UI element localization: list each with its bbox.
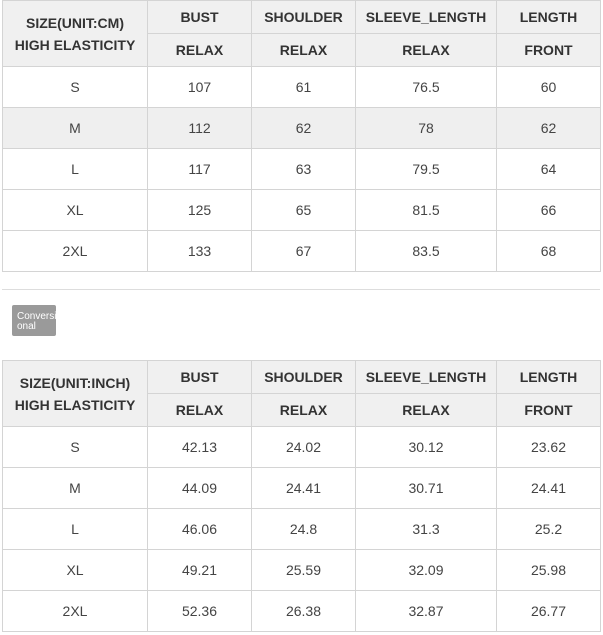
shoulder-cell: 25.59: [252, 550, 356, 591]
shoulder-cell: 67: [252, 231, 356, 272]
sleeve-length-cell: 30.12: [356, 427, 497, 468]
column-header: SHOULDER: [252, 1, 356, 34]
bust-cell: 125: [148, 190, 252, 231]
shoulder-cell: 61: [252, 67, 356, 108]
table-row: [3, 67, 601, 108]
bust-cell: 112: [148, 108, 252, 149]
unit-label: SIZE(UNIT:INCH): [19, 374, 131, 391]
size-cell: L: [3, 509, 148, 550]
table-row: [3, 190, 601, 231]
shoulder-cell: 62: [252, 108, 356, 149]
size-cell: S: [3, 427, 148, 468]
length-cell: 24.41: [497, 468, 601, 509]
column-subheader: RELAX: [356, 34, 497, 67]
bust-cell: 133: [148, 231, 252, 272]
shoulder-cell: 24.02: [252, 427, 356, 468]
column-subheader: RELAX: [252, 34, 356, 67]
conversion-button-label: Conversional: [17, 311, 56, 332]
shoulder-cell: 63: [252, 149, 356, 190]
elasticity-label: HIGH ELASTICITY: [14, 396, 136, 413]
table-row: [3, 149, 601, 190]
sleeve-length-cell: 79.5: [356, 149, 497, 190]
length-cell: 26.77: [497, 591, 601, 632]
sleeve-length-cell: 31.3: [356, 509, 497, 550]
length-cell: 68: [497, 231, 601, 272]
sleeve-length-cell: 32.87: [356, 591, 497, 632]
column-header: LENGTH: [497, 361, 601, 394]
column-subheader: FRONT: [497, 394, 601, 427]
column-subheader: RELAX: [148, 34, 252, 67]
section-divider: [2, 289, 600, 290]
length-cell: 25.98: [497, 550, 601, 591]
shoulder-cell: 24.8: [252, 509, 356, 550]
length-cell: 23.62: [497, 427, 601, 468]
length-cell: 25.2: [497, 509, 601, 550]
unit-label: SIZE(UNIT:CM): [26, 14, 124, 31]
table-row: [3, 231, 601, 272]
unit-header-cell: [3, 361, 148, 427]
shoulder-cell: 24.41: [252, 468, 356, 509]
table-row: [3, 591, 601, 632]
length-cell: 66: [497, 190, 601, 231]
unit-header-cell: [3, 1, 148, 67]
header-row: [3, 361, 601, 394]
column-subheader: RELAX: [356, 394, 497, 427]
size-table-inch: [2, 360, 601, 632]
column-header: BUST: [148, 1, 252, 34]
sleeve-length-cell: 30.71: [356, 468, 497, 509]
bust-cell: 49.21: [148, 550, 252, 591]
column-header: SHOULDER: [252, 361, 356, 394]
shoulder-cell: 26.38: [252, 591, 356, 632]
column-subheader: RELAX: [252, 394, 356, 427]
sleeve-length-cell: 76.5: [356, 67, 497, 108]
size-cell: XL: [3, 190, 148, 231]
bust-cell: 46.06: [148, 509, 252, 550]
table-row: [3, 468, 601, 509]
header-row: [3, 1, 601, 34]
sleeve-length-cell: 32.09: [356, 550, 497, 591]
size-cell: S: [3, 67, 148, 108]
table-row: [3, 550, 601, 591]
column-header: BUST: [148, 361, 252, 394]
size-cell: L: [3, 149, 148, 190]
column-subheader: FRONT: [497, 34, 601, 67]
size-cell: 2XL: [3, 591, 148, 632]
size-cell: M: [3, 468, 148, 509]
sleeve-length-cell: 78: [356, 108, 497, 149]
table-row: [3, 108, 601, 149]
table-row: [3, 509, 601, 550]
bust-cell: 44.09: [148, 468, 252, 509]
column-header: SLEEVE_LENGTH: [356, 1, 497, 34]
column-subheader: RELAX: [148, 394, 252, 427]
size-table-cm: [2, 0, 601, 272]
elasticity-label: HIGH ELASTICITY: [14, 36, 136, 53]
column-header: LENGTH: [497, 1, 601, 34]
length-cell: 60: [497, 67, 601, 108]
bust-cell: 107: [148, 67, 252, 108]
length-cell: 62: [497, 108, 601, 149]
table-row: [3, 427, 601, 468]
size-cell: XL: [3, 550, 148, 591]
bust-cell: 42.13: [148, 427, 252, 468]
bust-cell: 52.36: [148, 591, 252, 632]
conversion-button[interactable]: [12, 305, 56, 336]
bust-cell: 117: [148, 149, 252, 190]
sleeve-length-cell: 81.5: [356, 190, 497, 231]
sleeve-length-cell: 83.5: [356, 231, 497, 272]
size-cell: M: [3, 108, 148, 149]
size-cell: 2XL: [3, 231, 148, 272]
shoulder-cell: 65: [252, 190, 356, 231]
length-cell: 64: [497, 149, 601, 190]
column-header: SLEEVE_LENGTH: [356, 361, 497, 394]
